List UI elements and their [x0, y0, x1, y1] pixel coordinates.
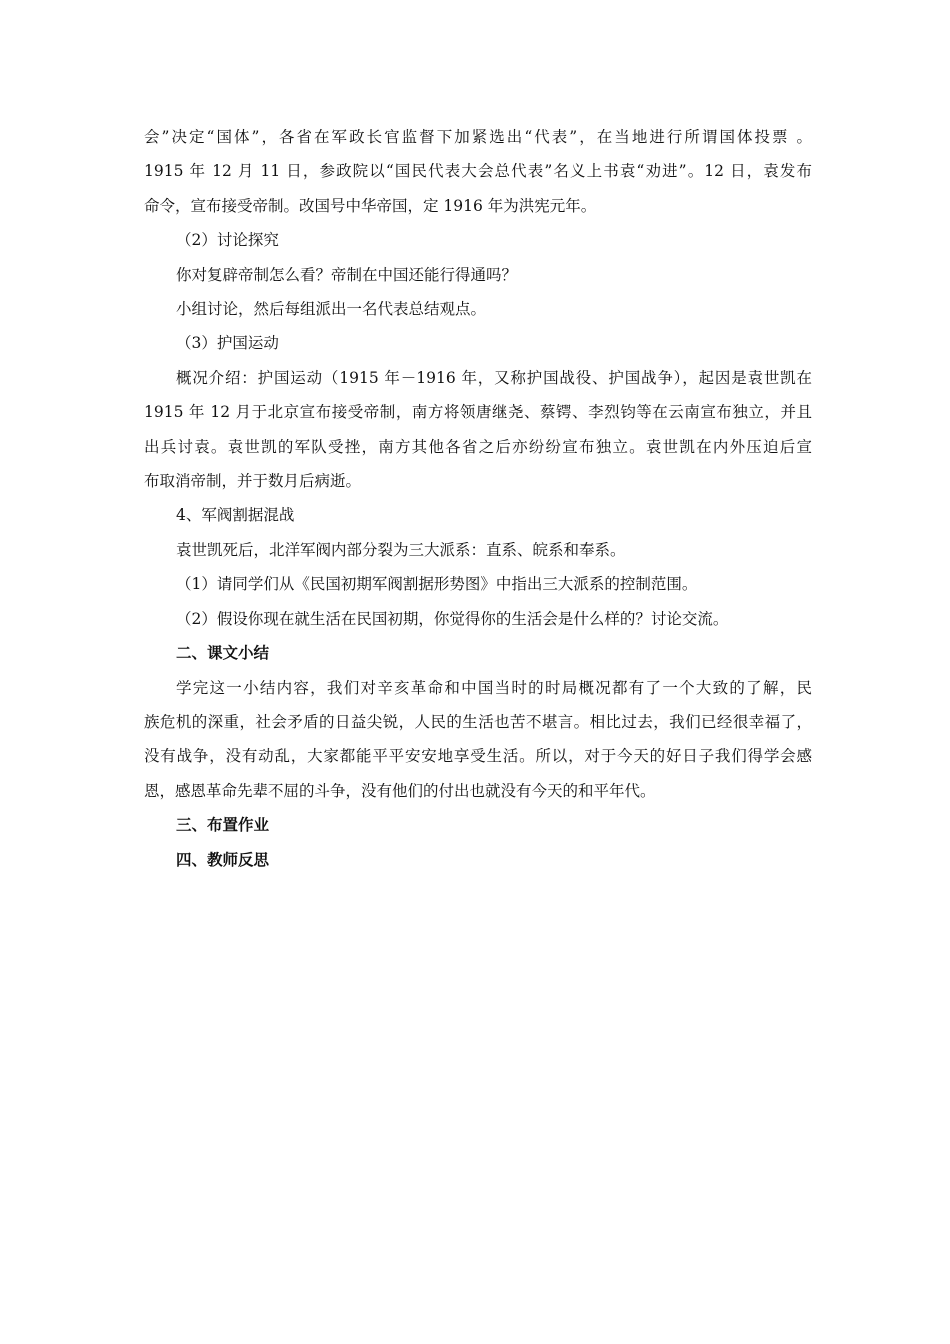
paragraph-line: 没有战争，没有动乱，大家都能平平安安地享受生活。所以，对于今天的好日子我们得学会感: [144, 747, 812, 766]
paragraph-line: 会”决定“国体”，各省在军政长官监督下加紧选出“代表”，在当地进行所谓国体投票 。: [144, 128, 812, 146]
paragraph-line: 学完这一小结内容，我们对辛亥革命和中国当时的时局概况都有了一个大致的了解，民: [176, 678, 812, 697]
paragraph-line: 恩，感恩革命先辈不屈的斗争，没有他们的付出也就没有今天的和平年代。: [144, 781, 656, 800]
section-heading: 二、课文小结: [176, 643, 270, 663]
discussion-task: 小组讨论，然后每组派出一名代表总结观点。: [176, 300, 487, 319]
paragraph-line: 概况介绍：护国运动（1915 年－1916 年，又称护国战役、护国战争），起因是袁世凯在: [176, 368, 812, 387]
paragraph-line: 1915 年 12 月 11 日，参政院以“国民代表大会总代表”名义上书袁“劝进”。12 日，袁发布: [144, 162, 812, 181]
subsection-heading: （2）讨论探究: [176, 231, 279, 250]
subsection-heading: （3）护国运动: [176, 334, 279, 353]
subsection-heading: 4、军阀割据混战: [176, 506, 295, 525]
question-item: （1）请同学们从《民国初期军阀割据形势图》中指出三大派系的控制范围。: [176, 575, 698, 594]
section-heading: 四、教师反思: [176, 849, 270, 869]
paragraph-line: 命令，宣布接受帝制。改国号中华帝国，定 1916 年为洪宪元年。: [144, 196, 597, 215]
question-item: （2）假设你现在就生活在民国初期，你觉得你的生活会是什么样的？讨论交流。: [176, 609, 729, 628]
paragraph-line: 布取消帝制，并于数月后病逝。: [144, 472, 362, 491]
discussion-question: 你对复辟帝制怎么看？帝制在中国还能行得通吗？: [176, 265, 518, 284]
paragraph-line: 袁世凯死后，北洋军阀内部分裂为三大派系：直系、皖系和奉系。: [176, 540, 626, 559]
paragraph-line: 1915 年 12 月于北京宣布接受帝制，南方将领唐继尧、蔡锷、李烈钧等在云南宣布独立，并且: [144, 403, 812, 422]
paragraph-line: 出兵讨袁。袁世凯的军队受挫，南方其他各省之后亦纷纷宣布独立。袁世凯在内外压迫后宣: [144, 437, 812, 456]
paragraph-line: 族危机的深重，社会矛盾的日益尖锐，人民的生活也苦不堪言。相比过去，我们已经很幸福了，: [144, 712, 812, 731]
section-heading: 三、布置作业: [176, 815, 270, 835]
document-page: [144, 120, 812, 877]
